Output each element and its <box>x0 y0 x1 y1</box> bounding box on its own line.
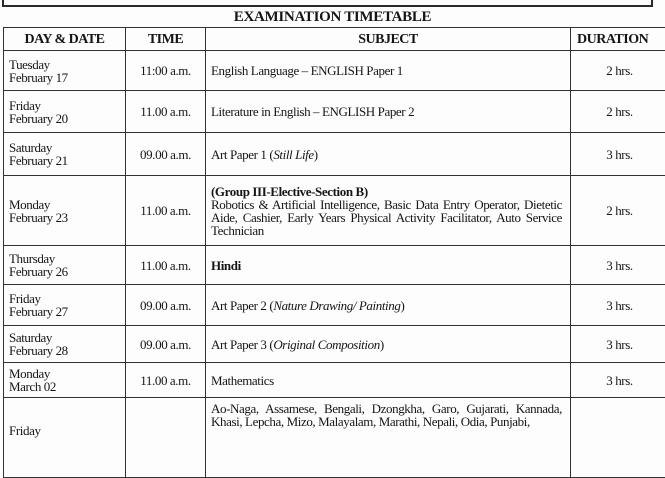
subject-text: Robotics & Artificial Intelligence, Basic Data Entry Operator, Dietetic Aide, Cashier, Early Years Physical Activity Facilitator, Auto Service Technician <box>211 198 562 237</box>
duration-cell: 3 hrs. <box>571 363 665 398</box>
page-title: EXAMINATION TIMETABLE <box>0 8 665 26</box>
day-date-cell <box>4 246 126 285</box>
day-date-cell <box>4 326 126 363</box>
subject-italic: Nature Drawing/ Painting <box>273 298 400 313</box>
table-row <box>4 51 665 91</box>
header-duration: DURATION <box>571 28 665 51</box>
header-row <box>4 28 665 51</box>
time-cell: 11.00 a.m. <box>126 363 206 398</box>
subject-text: ) <box>314 147 318 162</box>
subject-cell <box>206 133 571 176</box>
table-row <box>4 91 665 133</box>
day: Saturday <box>9 330 52 345</box>
table-row <box>4 285 665 326</box>
day: Saturday <box>9 140 52 155</box>
subject-text: ) <box>380 337 384 352</box>
header-day-date: DAY & DATE <box>4 28 126 51</box>
day-date-cell <box>4 285 126 326</box>
day: Monday <box>9 366 50 381</box>
time-cell: 11.00 a.m. <box>126 176 206 246</box>
table-row <box>4 398 665 478</box>
table-row <box>4 133 665 176</box>
date: February 17 <box>9 70 68 85</box>
header-subject: SUBJECT <box>206 28 571 51</box>
subject-text: ) <box>400 298 404 313</box>
date: February 20 <box>9 111 68 126</box>
date: March 02 <box>9 379 56 394</box>
day-date-cell <box>4 133 126 176</box>
subject-cell <box>206 326 571 363</box>
day-date-cell <box>4 176 126 246</box>
time-cell <box>126 398 206 478</box>
subject-text: Art Paper 2 ( <box>211 298 273 313</box>
subject-italic: Original Composition <box>273 337 380 352</box>
table-row <box>4 176 665 246</box>
subject-cell: Mathematics <box>206 363 571 398</box>
duration-cell: 3 hrs. <box>571 133 665 176</box>
date: February 26 <box>9 264 68 279</box>
subject-cell <box>206 176 571 246</box>
subject-text: Art Paper 1 ( <box>211 147 273 162</box>
subject-cell <box>206 285 571 326</box>
subject-heading: (Group III-Elective-Section B) <box>211 185 562 198</box>
day-date-cell <box>4 91 126 133</box>
table-row <box>4 326 665 363</box>
table-row <box>4 246 665 285</box>
time-cell: 09.00 a.m. <box>126 133 206 176</box>
subject-cell: Literature in English – ENGLISH Paper 2 <box>206 91 571 133</box>
day: Monday <box>9 197 50 212</box>
time-cell: 11.00 a.m. <box>126 91 206 133</box>
day-date-cell <box>4 51 126 91</box>
duration-cell: 2 hrs. <box>571 51 665 91</box>
header-time: TIME <box>126 28 206 51</box>
duration-cell: 3 hrs. <box>571 246 665 285</box>
time-cell: 09.00 a.m. <box>126 285 206 326</box>
duration-cell: 3 hrs. <box>571 326 665 363</box>
day-date-cell <box>4 398 126 478</box>
time-cell: 11:00 a.m. <box>126 51 206 91</box>
top-box-border <box>2 0 653 7</box>
exam-timetable <box>3 27 665 478</box>
day: Friday <box>9 98 41 113</box>
day: Friday <box>9 291 41 306</box>
duration-cell: 2 hrs. <box>571 176 665 246</box>
duration-cell: 2 hrs. <box>571 91 665 133</box>
date: February 21 <box>9 153 68 168</box>
time-cell: 11.00 a.m. <box>126 246 206 285</box>
day: Thursday <box>9 251 55 266</box>
duration-cell: 3 hrs. <box>571 285 665 326</box>
subject-text: Art Paper 3 ( <box>211 337 273 352</box>
time-cell: 09.00 a.m. <box>126 326 206 363</box>
duration-cell <box>571 398 665 478</box>
date: February 27 <box>9 304 68 319</box>
date: February 23 <box>9 210 68 225</box>
date: February 28 <box>9 343 68 358</box>
table-row <box>4 363 665 398</box>
day-date-cell <box>4 363 126 398</box>
subject-cell: English Language – ENGLISH Paper 1 <box>206 51 571 91</box>
day: Tuesday <box>9 57 50 72</box>
day: Friday <box>9 423 41 438</box>
subject-italic: Still Life <box>273 147 313 162</box>
subject-cell: Ao-Naga, Assamese, Bengali, Dzongkha, Garo, Gujarati, Kannada, Khasi, Lepcha, Mizo, Malayalam, Marathi, Nepali, Odia, Punjabi, <box>206 398 571 478</box>
subject-cell: Hindi <box>206 246 571 285</box>
